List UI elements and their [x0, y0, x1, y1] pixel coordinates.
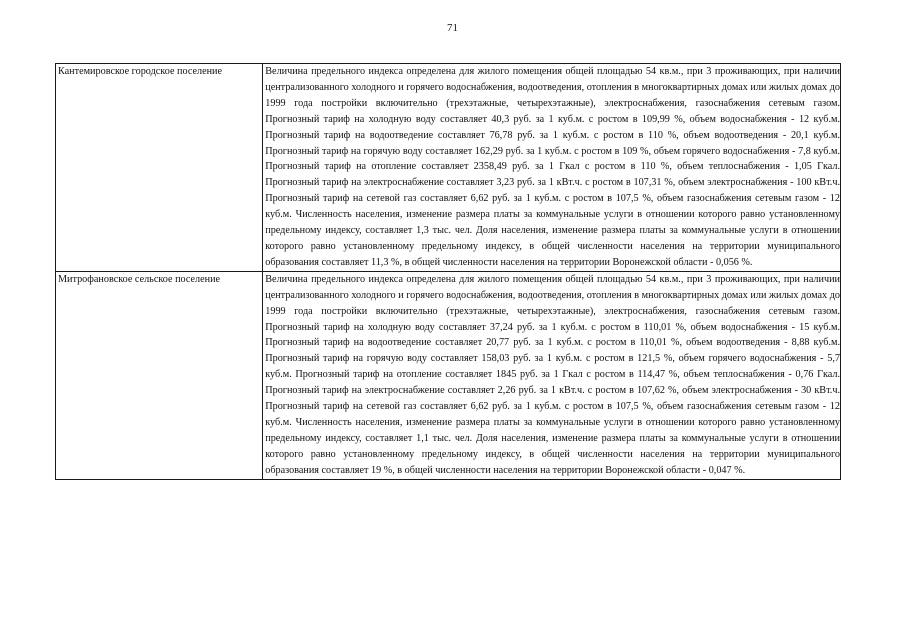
table-row: [56, 271, 841, 479]
settlement-description-cell: Величина предельного индекса определена для жилого помещения общей площадью 54 кв.м., при 3 проживающих, при наличии централизованного холодного и горячего водоснабжения, водоотведения, отопления в многоквартирных домах или жилых домах до 1999 года постройки включительно (трехэтажные, четырехэтажные), электроснабжения, газоснабжения сетевым газом. Прогнозный тариф на холодную воду составляет 40,3 руб. за 1 куб.м. с ростом в 109,99 %, объем водоснабжения - 12 куб.м. Прогнозный тариф на водоотведение составляет 76,78 руб. за 1 куб.м. с ростом в 110 %, объем водоотведения - 20,1 куб.м. Прогнозный тариф на горячую воду составляет 162,29 руб. за 1 куб.м. с ростом в 109 %, объем горячего водоснабжения - 7,8 куб.м. Прогнозный тариф на отопление составляет 2358,49 руб. за 1 Гкал с ростом в 110 %, объем теплоснабжения - 1,05 Гкал. Прогнозный тариф на электроснабжение составляет 3,23 руб. за 1 кВт.ч. с ростом в 107,31 %, объем электроснабжения - 100 кВт.ч. Прогнозный тариф на сетевой газ составляет 6,62 руб. за 1 куб.м. с ростом в 107,5 %, объем газоснабжения сетевым газом - 12 куб.м. Численность населения, изменение размера платы за коммунальные услуги в отношении которого равно установленному предельному индексу, составляет 1,3 тыс. чел. Доля населения, изменение размера платы за коммунальные услуги в отношении которого равно установленному предельному индексу, в общей численности населения на территории муниципального образования составляет 11,3 %, в общей численности населения на территории Воронежской области - 0,056 %.: [263, 64, 841, 272]
settlements-table: [55, 63, 841, 480]
settlement-name-cell: Митрофановское сельское поселение: [56, 271, 263, 479]
settlement-description-cell: Величина предельного индекса определена для жилого помещения общей площадью 54 кв.м., при 3 проживающих, при наличии централизованного холодного и горячего водоснабжения, водоотведения, отопления в многоквартирных домах или жилых домах до 1999 года постройки включительно (трехэтажные, четырехэтажные), электроснабжения, газоснабжения сетевым газом. Прогнозный тариф на холодную воду составляет 37,24 руб. за 1 куб.м. с ростом в 110,01 %, объем водоснабжения - 15 куб.м. Прогнозный тариф на водоотведение составляет 20,77 руб. за 1 куб.м. с ростом в 110,01 %, объем водоотведения - 8,88 куб.м. Прогнозный тариф на горячую воду составляет 158,03 руб. за 1 куб.м. с ростом в 121,5 %, объем горячего водоснабжения - 5,7 куб.м. Прогнозный тариф на отопление составляет 1845 руб. за 1 Гкал с ростом в 114,47 %, объем теплоснабжения - 0,76 Гкал. Прогнозный тариф на электроснабжение составляет 2,26 руб. за 1 кВт.ч. с ростом в 107,62 %, объем электроснабжения - 30 кВт.ч. Прогнозный тариф на сетевой газ составляет 6,62 руб. за 1 куб.м. с ростом в 107,5 %, объем газоснабжения сетевым газом - 12 куб.м. Численность населения, изменение размера платы за коммунальные услуги в отношении которого равно установленному предельному индексу, составляет 1,1 тыс. чел. Доля населения, изменение размера платы за коммунальные услуги в отношении которого равно установленному предельному индексу, в общей численности населения на территории муниципального образования составляет 19 %, в общей численности населения на территории Воронежской области - 0,047 %.: [263, 271, 841, 479]
page-number: 71: [447, 22, 458, 34]
table-row: [56, 64, 841, 272]
settlement-name-cell: Кантемировское городское поселение: [56, 64, 263, 272]
